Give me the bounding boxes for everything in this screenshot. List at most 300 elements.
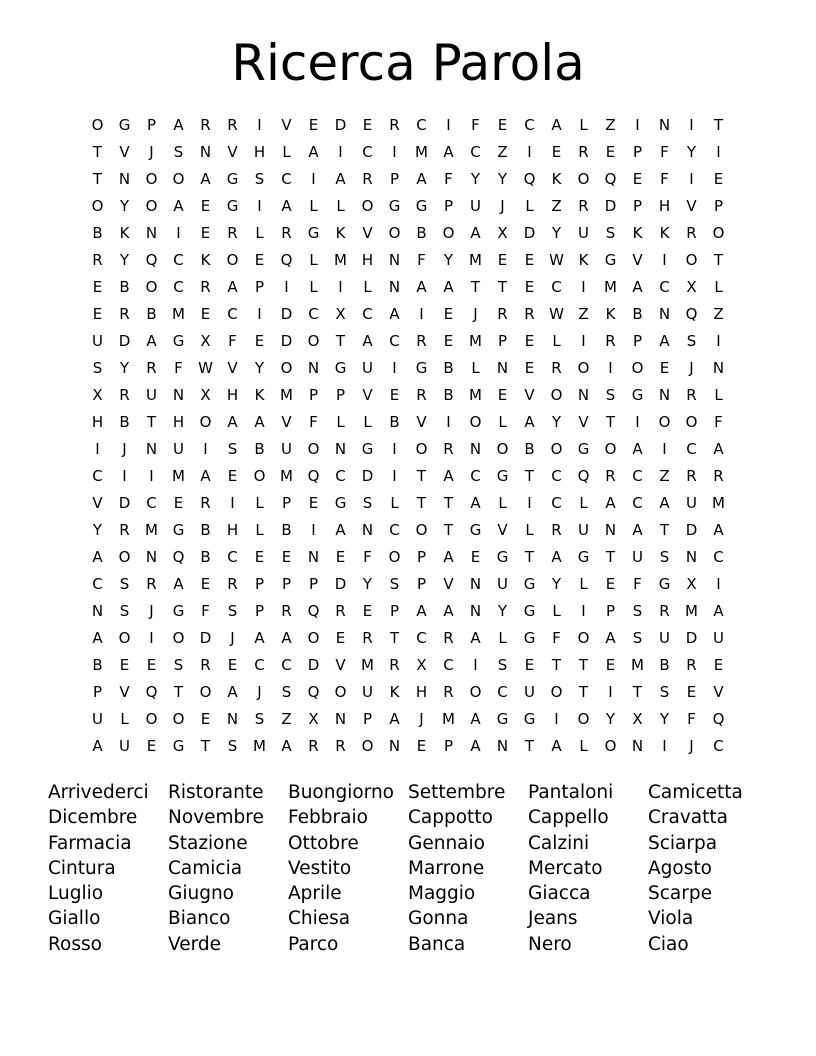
grid-row bbox=[84, 544, 732, 571]
grid-letter: R bbox=[362, 170, 373, 188]
grid-letter: P bbox=[416, 575, 427, 593]
grid-letter: Y bbox=[659, 710, 670, 728]
grid-row bbox=[84, 382, 732, 409]
grid-letter: O bbox=[550, 386, 563, 404]
grid-row bbox=[84, 355, 732, 382]
grid-letter: R bbox=[200, 116, 211, 134]
grid-letter: E bbox=[146, 656, 157, 674]
grid-letter: H bbox=[226, 386, 239, 404]
grid-letter: A bbox=[227, 413, 238, 431]
grid-letter: T bbox=[578, 656, 589, 674]
grid-letter: M bbox=[280, 467, 293, 485]
grid-letter: T bbox=[605, 413, 616, 431]
grid-letter: M bbox=[712, 494, 725, 512]
grid-letter: H bbox=[172, 413, 185, 431]
grid-letter: N bbox=[388, 278, 401, 296]
grid-letter: O bbox=[172, 710, 185, 728]
grid-letter: M bbox=[145, 521, 158, 539]
grid-letter: D bbox=[604, 197, 617, 215]
word-list-item: Cappotto bbox=[408, 807, 493, 829]
grid-letter: G bbox=[577, 440, 590, 458]
grid-letter: E bbox=[497, 251, 508, 269]
grid-letter: I bbox=[392, 440, 397, 458]
grid-letter: G bbox=[172, 332, 185, 350]
grid-letter: V bbox=[119, 683, 130, 701]
grid-letter: V bbox=[335, 656, 346, 674]
grid-letter: I bbox=[608, 683, 613, 701]
grid-letter: E bbox=[470, 548, 481, 566]
grid-letter: R bbox=[551, 521, 562, 539]
grid-letter: Y bbox=[443, 251, 454, 269]
grid-letter: O bbox=[199, 413, 212, 431]
grid-letter: M bbox=[469, 386, 482, 404]
grid-letter: R bbox=[659, 602, 670, 620]
grid-letter: N bbox=[604, 521, 617, 539]
grid-letter: F bbox=[363, 548, 372, 566]
grid-letter: O bbox=[172, 629, 185, 647]
grid-letter: E bbox=[362, 602, 373, 620]
grid-letter: U bbox=[146, 386, 157, 404]
grid-letter: U bbox=[524, 683, 535, 701]
grid-letter: Q bbox=[685, 305, 698, 323]
grid-letter: M bbox=[334, 251, 347, 269]
grid-letter: O bbox=[118, 548, 131, 566]
grid-letter: F bbox=[174, 359, 183, 377]
grid-letter: P bbox=[632, 143, 643, 161]
word-list-item: Mercato bbox=[528, 857, 603, 879]
grid-row bbox=[84, 652, 732, 679]
grid-letter: U bbox=[92, 710, 103, 728]
grid-letter: A bbox=[605, 494, 616, 512]
grid-letter: K bbox=[605, 305, 616, 323]
grid-letter: I bbox=[635, 116, 640, 134]
grid-letter: E bbox=[497, 386, 508, 404]
grid-letter: J bbox=[473, 305, 478, 323]
grid-letter: P bbox=[443, 197, 454, 215]
grid-letter: P bbox=[335, 386, 346, 404]
grid-letter: A bbox=[659, 494, 670, 512]
grid-letter: C bbox=[173, 278, 184, 296]
grid-letter: G bbox=[523, 710, 536, 728]
grid-letter: D bbox=[685, 521, 698, 539]
grid-letter: C bbox=[92, 575, 103, 593]
grid-letter: Y bbox=[119, 359, 130, 377]
grid-letter: A bbox=[335, 170, 346, 188]
grid-letter: F bbox=[660, 143, 669, 161]
grid-letter: E bbox=[119, 656, 130, 674]
grid-letter: B bbox=[632, 305, 643, 323]
grid-letter: T bbox=[173, 683, 184, 701]
grid-letter: S bbox=[659, 683, 670, 701]
grid-row bbox=[84, 409, 732, 436]
grid-letter: O bbox=[91, 197, 104, 215]
grid-letter: S bbox=[389, 575, 400, 593]
grid-letter: O bbox=[631, 359, 644, 377]
grid-letter: Q bbox=[307, 602, 320, 620]
grid-letter: L bbox=[579, 494, 588, 512]
grid-letter: L bbox=[336, 413, 345, 431]
grid-letter: H bbox=[253, 143, 266, 161]
grid-letter: Y bbox=[497, 602, 508, 620]
grid-letter: B bbox=[119, 413, 130, 431]
grid-letter: E bbox=[524, 251, 535, 269]
grid-letter: R bbox=[200, 494, 211, 512]
grid-letter: Z bbox=[713, 305, 724, 323]
grid-letter: I bbox=[392, 359, 397, 377]
grid-letter: V bbox=[497, 521, 508, 539]
grid-letter: O bbox=[415, 440, 428, 458]
grid-letter: E bbox=[146, 737, 157, 755]
grid-letter: N bbox=[469, 602, 482, 620]
grid-letter: C bbox=[227, 548, 238, 566]
grid-letter: N bbox=[388, 737, 401, 755]
grid-letter: S bbox=[632, 602, 643, 620]
grid-letter: X bbox=[308, 710, 319, 728]
grid-letter: A bbox=[200, 467, 211, 485]
grid-letter: G bbox=[334, 494, 347, 512]
grid-letter: E bbox=[92, 305, 103, 323]
grid-letter: A bbox=[227, 683, 238, 701]
grid-letter: E bbox=[605, 575, 616, 593]
grid-letter: E bbox=[308, 116, 319, 134]
grid-letter: O bbox=[361, 737, 374, 755]
grid-letter: V bbox=[281, 413, 292, 431]
grid-letter: B bbox=[146, 305, 157, 323]
grid-letter: A bbox=[200, 170, 211, 188]
grid-row bbox=[84, 679, 732, 706]
grid-letter: G bbox=[118, 116, 131, 134]
word-list-item: Nero bbox=[528, 933, 572, 955]
grid-letter: O bbox=[145, 710, 158, 728]
grid-letter: A bbox=[659, 332, 670, 350]
word-list-item: Buongiorno bbox=[288, 782, 394, 803]
grid-letter: L bbox=[309, 197, 318, 215]
grid-letter: A bbox=[713, 602, 724, 620]
grid-letter: U bbox=[470, 197, 481, 215]
word-list-item: Aprile bbox=[288, 883, 342, 905]
grid-letter: A bbox=[416, 602, 427, 620]
grid-letter: E bbox=[200, 575, 211, 593]
grid-letter: U bbox=[281, 440, 292, 458]
grid-letter: C bbox=[173, 251, 184, 269]
grid-letter: C bbox=[416, 116, 427, 134]
grid-letter: C bbox=[416, 629, 427, 647]
grid-letter: X bbox=[686, 278, 697, 296]
grid-letter: P bbox=[308, 575, 319, 593]
grid-letter: A bbox=[281, 629, 292, 647]
grid-row bbox=[84, 733, 732, 760]
grid-letter: Y bbox=[551, 224, 562, 242]
grid-letter: P bbox=[497, 332, 508, 350]
grid-letter: R bbox=[578, 143, 589, 161]
grid-letter: A bbox=[524, 413, 535, 431]
grid-letter: A bbox=[173, 116, 184, 134]
grid-letter: P bbox=[416, 548, 427, 566]
grid-letter: E bbox=[605, 143, 616, 161]
grid-letter: O bbox=[307, 629, 320, 647]
grid-letter: C bbox=[389, 521, 400, 539]
grid-row bbox=[84, 625, 732, 652]
grid-letter: U bbox=[362, 359, 373, 377]
word-list-item: Settembre bbox=[408, 782, 506, 803]
grid-letter: S bbox=[632, 629, 643, 647]
grid-letter: E bbox=[713, 170, 724, 188]
grid-letter: S bbox=[254, 170, 265, 188]
grid-letter: L bbox=[714, 386, 723, 404]
grid-letter: E bbox=[92, 278, 103, 296]
grid-letter: R bbox=[605, 467, 616, 485]
grid-letter: V bbox=[416, 413, 427, 431]
grid-letter: O bbox=[577, 170, 590, 188]
grid-letter: I bbox=[257, 305, 262, 323]
grid-letter: E bbox=[524, 656, 535, 674]
grid-letter: P bbox=[254, 575, 265, 593]
word-list-item: Farmacia bbox=[48, 832, 132, 854]
grid-letter: O bbox=[496, 440, 509, 458]
grid-letter: O bbox=[469, 683, 482, 701]
grid-letter: L bbox=[363, 413, 372, 431]
grid-row bbox=[84, 274, 732, 301]
grid-letter: S bbox=[173, 656, 184, 674]
grid-letter: N bbox=[631, 737, 644, 755]
grid-letter: A bbox=[173, 197, 184, 215]
grid-letter: D bbox=[361, 467, 374, 485]
grid-letter: M bbox=[172, 467, 185, 485]
grid-letter: I bbox=[257, 116, 262, 134]
grid-letter: E bbox=[227, 656, 238, 674]
grid-letter: A bbox=[632, 521, 643, 539]
grid-letter: O bbox=[118, 629, 131, 647]
grid-letter: V bbox=[281, 116, 292, 134]
grid-letter: A bbox=[551, 116, 562, 134]
grid-letter: J bbox=[500, 197, 505, 215]
grid-letter: M bbox=[280, 386, 293, 404]
grid-letter: B bbox=[92, 224, 103, 242]
grid-letter: Q bbox=[523, 170, 536, 188]
grid-letter: J bbox=[419, 710, 424, 728]
grid-letter: C bbox=[632, 494, 643, 512]
grid-letter: E bbox=[524, 332, 535, 350]
grid-letter: I bbox=[95, 440, 100, 458]
grid-letter: R bbox=[686, 386, 697, 404]
grid-letter: U bbox=[686, 494, 697, 512]
grid-letter: S bbox=[362, 494, 373, 512]
grid-letter: A bbox=[92, 629, 103, 647]
grid-letter: R bbox=[227, 116, 238, 134]
grid-letter: I bbox=[554, 710, 559, 728]
grid-letter: R bbox=[200, 278, 211, 296]
grid-letter: M bbox=[253, 737, 266, 755]
grid-letter: N bbox=[334, 710, 347, 728]
grid-letter: N bbox=[91, 602, 104, 620]
grid-letter: R bbox=[308, 737, 319, 755]
grid-letter: P bbox=[254, 278, 265, 296]
grid-letter: T bbox=[524, 467, 535, 485]
grid-letter: V bbox=[524, 386, 535, 404]
grid-letter: L bbox=[471, 359, 480, 377]
grid-letter: S bbox=[605, 224, 616, 242]
grid-letter: A bbox=[335, 521, 346, 539]
grid-letter: O bbox=[280, 359, 293, 377]
grid-letter: W bbox=[549, 251, 564, 269]
grid-letter: L bbox=[525, 197, 534, 215]
grid-letter: N bbox=[307, 359, 320, 377]
grid-letter: Z bbox=[497, 143, 508, 161]
grid-letter: C bbox=[146, 494, 157, 512]
grid-letter: Q bbox=[307, 683, 320, 701]
grid-letter: B bbox=[443, 386, 454, 404]
grid-letter: M bbox=[469, 332, 482, 350]
grid-letter: N bbox=[334, 440, 347, 458]
grid-letter: U bbox=[497, 575, 508, 593]
word-list-item: Luglio bbox=[48, 883, 104, 905]
grid-letter: P bbox=[713, 197, 724, 215]
grid-letter: G bbox=[496, 710, 509, 728]
grid-letter: A bbox=[632, 278, 643, 296]
grid-letter: O bbox=[658, 413, 671, 431]
grid-letter: Y bbox=[551, 413, 562, 431]
grid-letter: B bbox=[200, 521, 211, 539]
grid-letter: I bbox=[662, 737, 667, 755]
grid-letter: O bbox=[307, 332, 320, 350]
grid-letter: R bbox=[200, 656, 211, 674]
grid-letter: M bbox=[685, 602, 698, 620]
grid-letter: T bbox=[92, 143, 103, 161]
grid-letter: C bbox=[713, 548, 724, 566]
grid-letter: R bbox=[146, 575, 157, 593]
grid-letter: F bbox=[444, 170, 453, 188]
grid-letter: I bbox=[662, 251, 667, 269]
grid-letter: A bbox=[713, 440, 724, 458]
grid-letter: I bbox=[392, 467, 397, 485]
grid-letter: I bbox=[446, 413, 451, 431]
grid-letter: A bbox=[605, 629, 616, 647]
word-list-item: Chiesa bbox=[288, 908, 351, 930]
grid-letter: I bbox=[284, 278, 289, 296]
grid-letter: F bbox=[309, 413, 318, 431]
grid-letter: B bbox=[443, 359, 454, 377]
grid-letter: C bbox=[686, 440, 697, 458]
grid-letter: R bbox=[497, 305, 508, 323]
grid-letter: I bbox=[149, 467, 154, 485]
word-list-item: Giugno bbox=[168, 883, 234, 905]
grid-letter: L bbox=[498, 629, 507, 647]
grid-letter: R bbox=[281, 602, 292, 620]
grid-letter: J bbox=[122, 440, 127, 458]
grid-letter: L bbox=[714, 278, 723, 296]
grid-letter: T bbox=[659, 521, 670, 539]
grid-letter: D bbox=[685, 629, 698, 647]
word-list bbox=[48, 780, 788, 957]
word-list-item: Parco bbox=[288, 933, 339, 955]
grid-row bbox=[84, 598, 732, 625]
grid-letter: O bbox=[685, 251, 698, 269]
grid-letter: N bbox=[361, 521, 374, 539]
word-list-item: Dicembre bbox=[48, 807, 138, 829]
grid-letter: N bbox=[712, 359, 725, 377]
grid-letter: L bbox=[255, 494, 264, 512]
grid-letter: C bbox=[335, 467, 346, 485]
word-list-item: Gonna bbox=[408, 908, 469, 930]
grid-letter: R bbox=[713, 467, 724, 485]
grid-letter: E bbox=[605, 656, 616, 674]
grid-letter: S bbox=[497, 656, 508, 674]
grid-letter: L bbox=[309, 278, 318, 296]
grid-letter: O bbox=[172, 170, 185, 188]
grid-letter: C bbox=[92, 467, 103, 485]
grid-letter: S bbox=[227, 737, 238, 755]
grid-letter: P bbox=[389, 170, 400, 188]
grid-letter: N bbox=[145, 440, 158, 458]
grid-letter: C bbox=[362, 305, 373, 323]
word-list-item: Arrivederci bbox=[48, 782, 149, 803]
grid-letter: B bbox=[416, 224, 427, 242]
grid-letter: G bbox=[415, 359, 428, 377]
grid-row bbox=[84, 463, 732, 490]
grid-letter: F bbox=[417, 251, 426, 269]
grid-letter: C bbox=[281, 656, 292, 674]
grid-letter: O bbox=[712, 224, 725, 242]
grid-letter: E bbox=[200, 710, 211, 728]
grid-letter: R bbox=[686, 467, 697, 485]
grid-letter: O bbox=[685, 413, 698, 431]
grid-row bbox=[84, 247, 732, 274]
grid-letter: L bbox=[282, 143, 291, 161]
grid-letter: S bbox=[92, 359, 103, 377]
grid-letter: F bbox=[201, 602, 210, 620]
grid-letter: I bbox=[338, 278, 343, 296]
grid-letter: A bbox=[713, 521, 724, 539]
grid-letter: R bbox=[335, 737, 346, 755]
grid-letter: S bbox=[254, 710, 265, 728]
grid-letter: G bbox=[658, 575, 671, 593]
grid-letter: R bbox=[335, 602, 346, 620]
grid-letter: I bbox=[716, 332, 721, 350]
grid-letter: N bbox=[388, 251, 401, 269]
grid-letter: I bbox=[338, 143, 343, 161]
grid-letter: O bbox=[469, 413, 482, 431]
grid-letter: R bbox=[443, 683, 454, 701]
grid-letter: G bbox=[388, 197, 401, 215]
grid-letter: R bbox=[119, 305, 130, 323]
grid-letter: M bbox=[172, 305, 185, 323]
grid-letter: N bbox=[577, 386, 590, 404]
grid-letter: Y bbox=[605, 710, 616, 728]
grid-letter: O bbox=[550, 683, 563, 701]
grid-letter: K bbox=[551, 170, 562, 188]
grid-letter: W bbox=[198, 359, 213, 377]
grid-letter: E bbox=[659, 359, 670, 377]
grid-letter: T bbox=[470, 278, 481, 296]
grid-row bbox=[84, 571, 732, 598]
grid-letter: C bbox=[632, 467, 643, 485]
grid-letter: E bbox=[443, 332, 454, 350]
grid-letter: A bbox=[443, 278, 454, 296]
grid-letter: A bbox=[551, 548, 562, 566]
word-list-item: Cintura bbox=[48, 857, 116, 879]
grid-row bbox=[84, 220, 732, 247]
grid-letter: I bbox=[716, 575, 721, 593]
grid-letter: Z bbox=[281, 710, 292, 728]
grid-letter: S bbox=[227, 602, 238, 620]
grid-letter: G bbox=[496, 548, 509, 566]
grid-letter: I bbox=[581, 602, 586, 620]
grid-letter: J bbox=[230, 629, 235, 647]
grid-letter: R bbox=[146, 359, 157, 377]
grid-letter: E bbox=[308, 494, 319, 512]
grid-letter: X bbox=[92, 386, 103, 404]
grid-letter: E bbox=[524, 278, 535, 296]
